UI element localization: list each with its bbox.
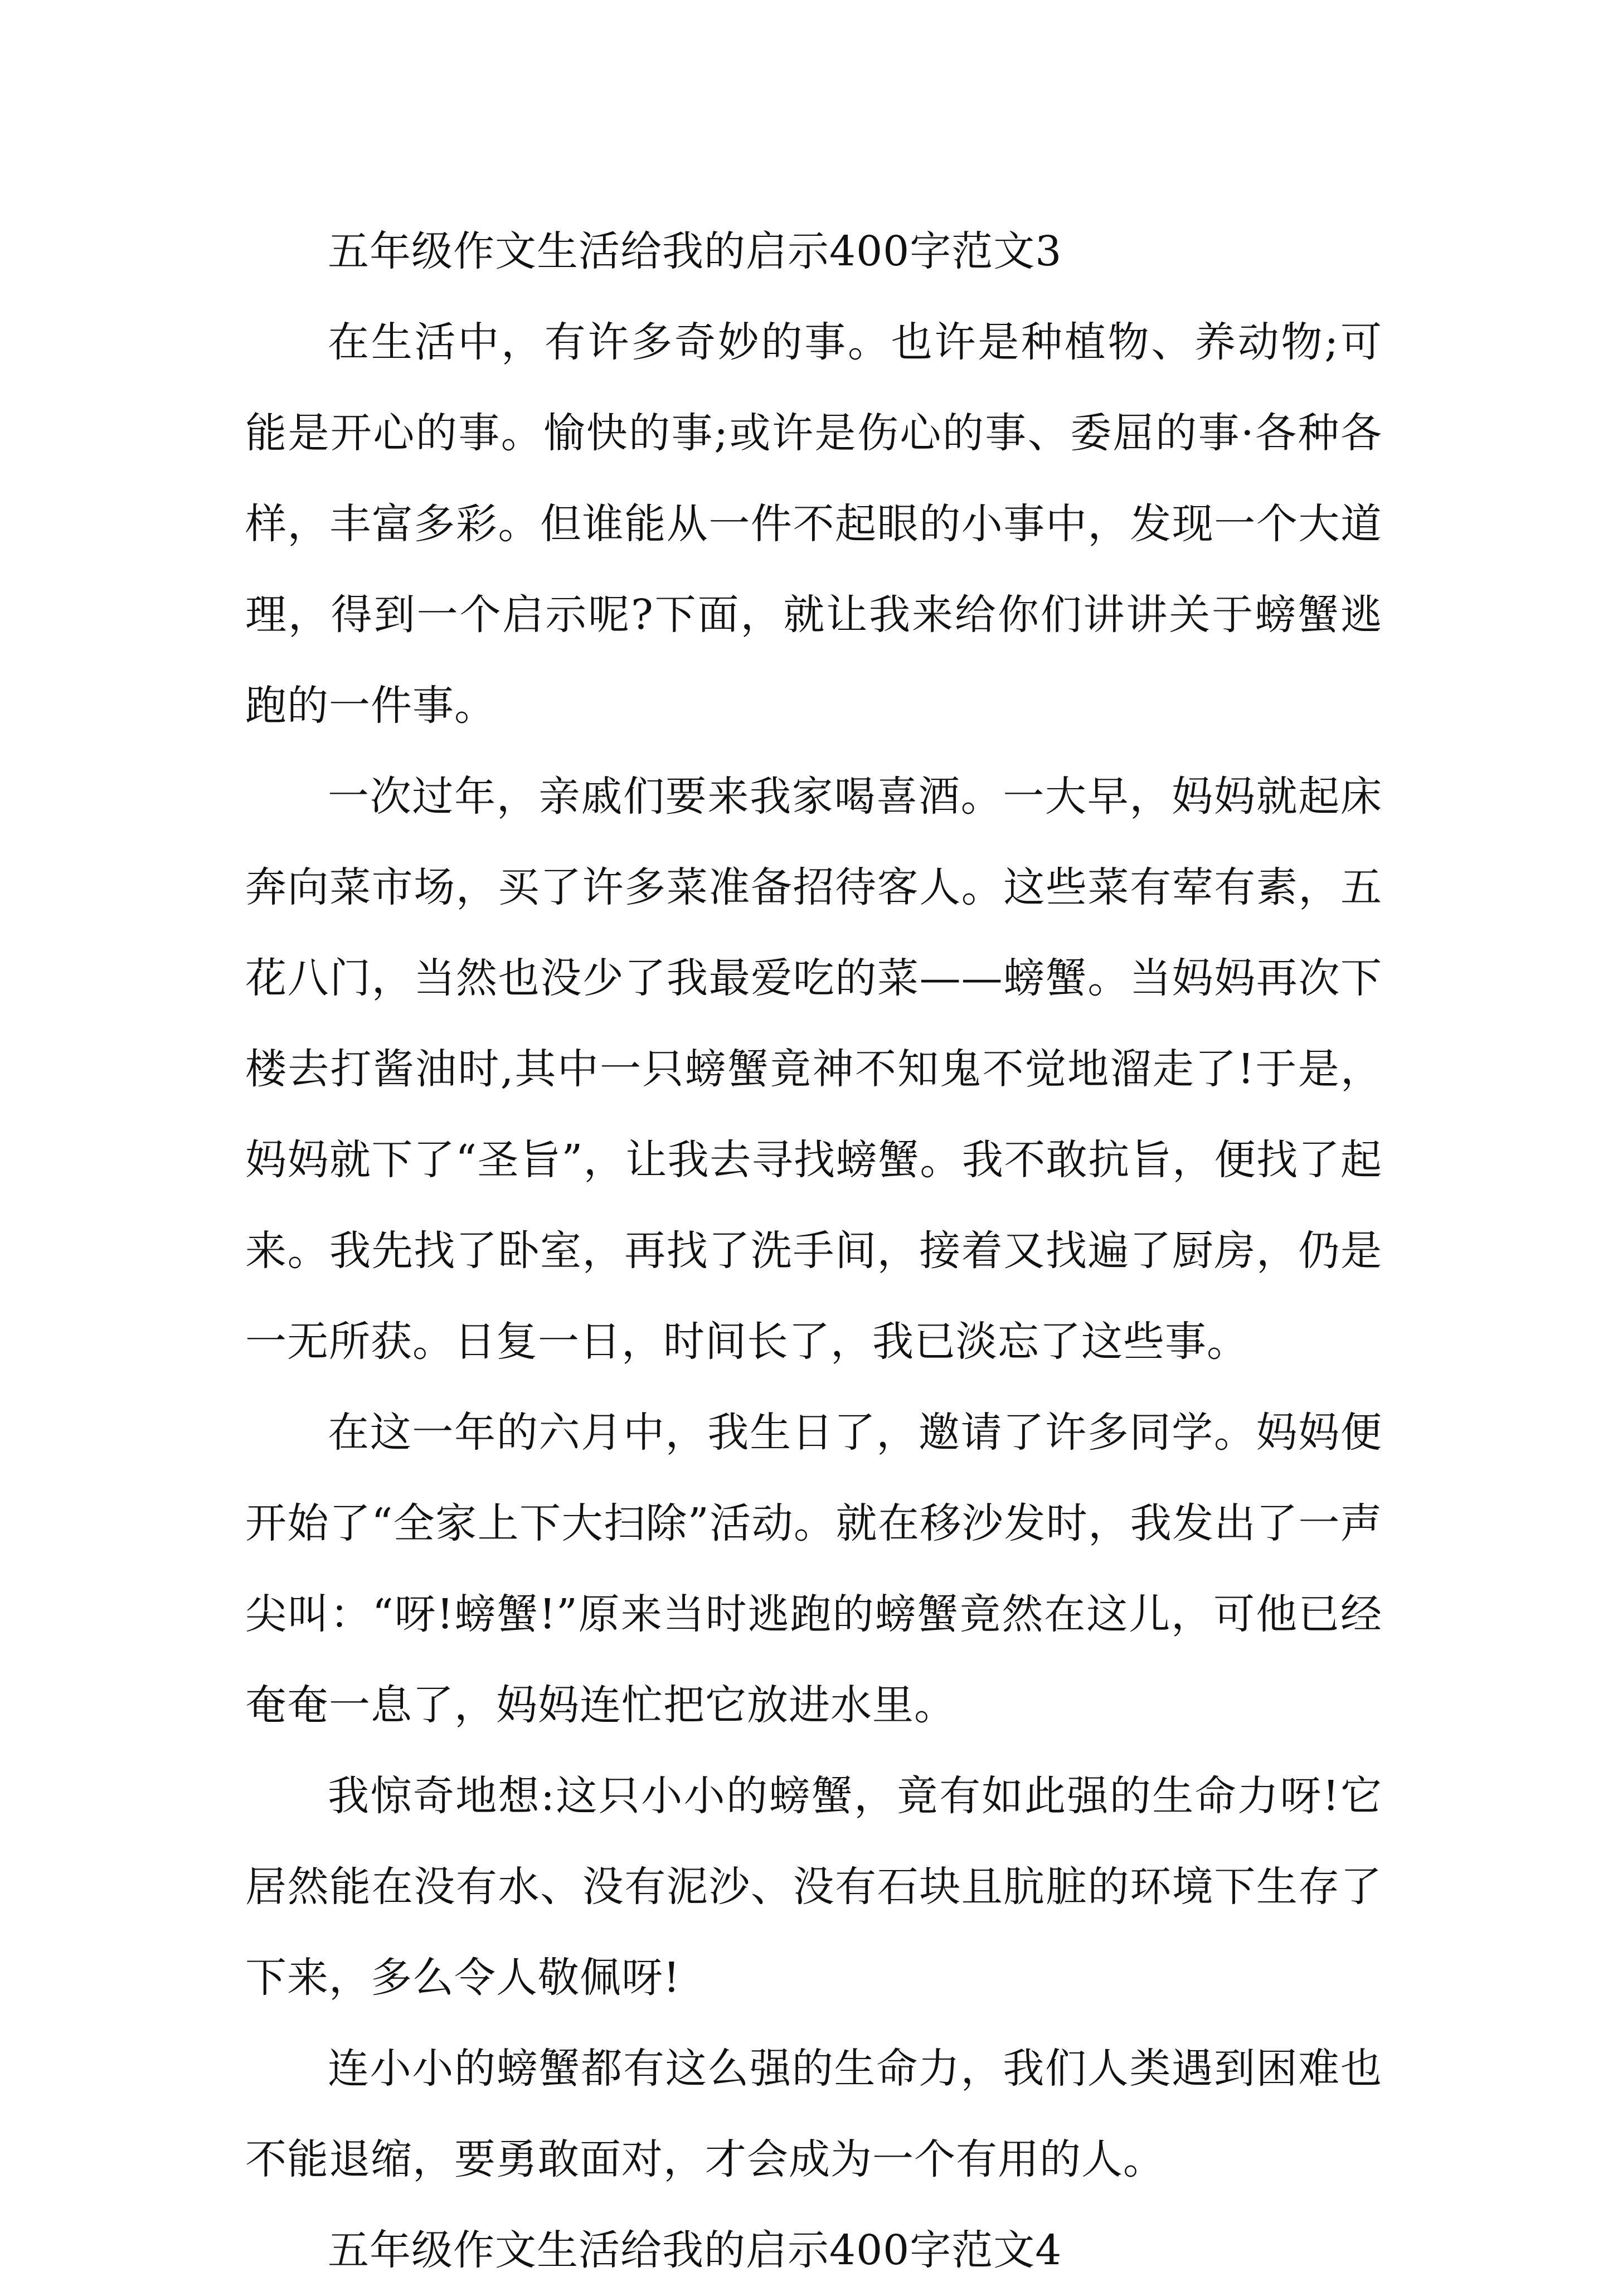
paragraph: 我惊奇地想:这只小小的螃蟹，竟有如此强的生命力呀!它居然能在没有水、没有泥沙、没有石块且肮脏的环境下生存了下来，多么令人敬佩呀! xyxy=(245,1772,1382,2002)
paragraph: 在生活中，有许多奇妙的事。也许是种植物、养动物;可能是开心的事。愉快的事;或许是伤心的事、委屈的事·各种各样，丰富多彩。但谁能从一件不起眼的小事中，发现一个大道理，得到一个启示呢?下面，就让我来给你们讲讲关于螃蟹逃跑的一件事。 xyxy=(245,318,1382,730)
section-heading: 五年级作文生活给我的启示400字范文3 xyxy=(328,227,1062,275)
paragraph: 在这一年的六月中，我生日了，邀请了许多同学。妈妈便开始了“全家上下大扫除”活动。就在移沙发时，我发出了一声尖叫：“呀!螃蟹!”原来当时逃跑的螃蟹竟然在这儿，可他已经奄奄一息了，妈妈连忙把它放进水里。 xyxy=(245,1409,1382,1729)
paragraph: 连小小的螃蟹都有这么强的生命力，我们人类遇到困难也不能退缩，要勇敢面对，才会成为一个有用的人。 xyxy=(245,2045,1382,2183)
paragraph: 一次过年，亲戚们要来我家喝喜酒。一大早，妈妈就起床奔向菜市场，买了许多菜准备招待客人。这些菜有荤有素，五花八门，当然也没少了我最爱吃的菜——螃蟹。当妈妈再次下楼去打酱油时,其中一只螃蟹竟神不知鬼不觉地溜走了!于是，妈妈就下了“圣旨”，让我去寻找螃蟹。我不敢抗旨，便找了起来。我先找了卧室，再找了洗手间，接着又找遍了厨房，仍是一无所获。日复一日，时间长了，我已淡忘了这些事。 xyxy=(245,773,1382,1366)
document-body xyxy=(245,206,1382,2296)
section-heading: 五年级作文生活给我的启示400字范文4 xyxy=(328,2226,1062,2274)
